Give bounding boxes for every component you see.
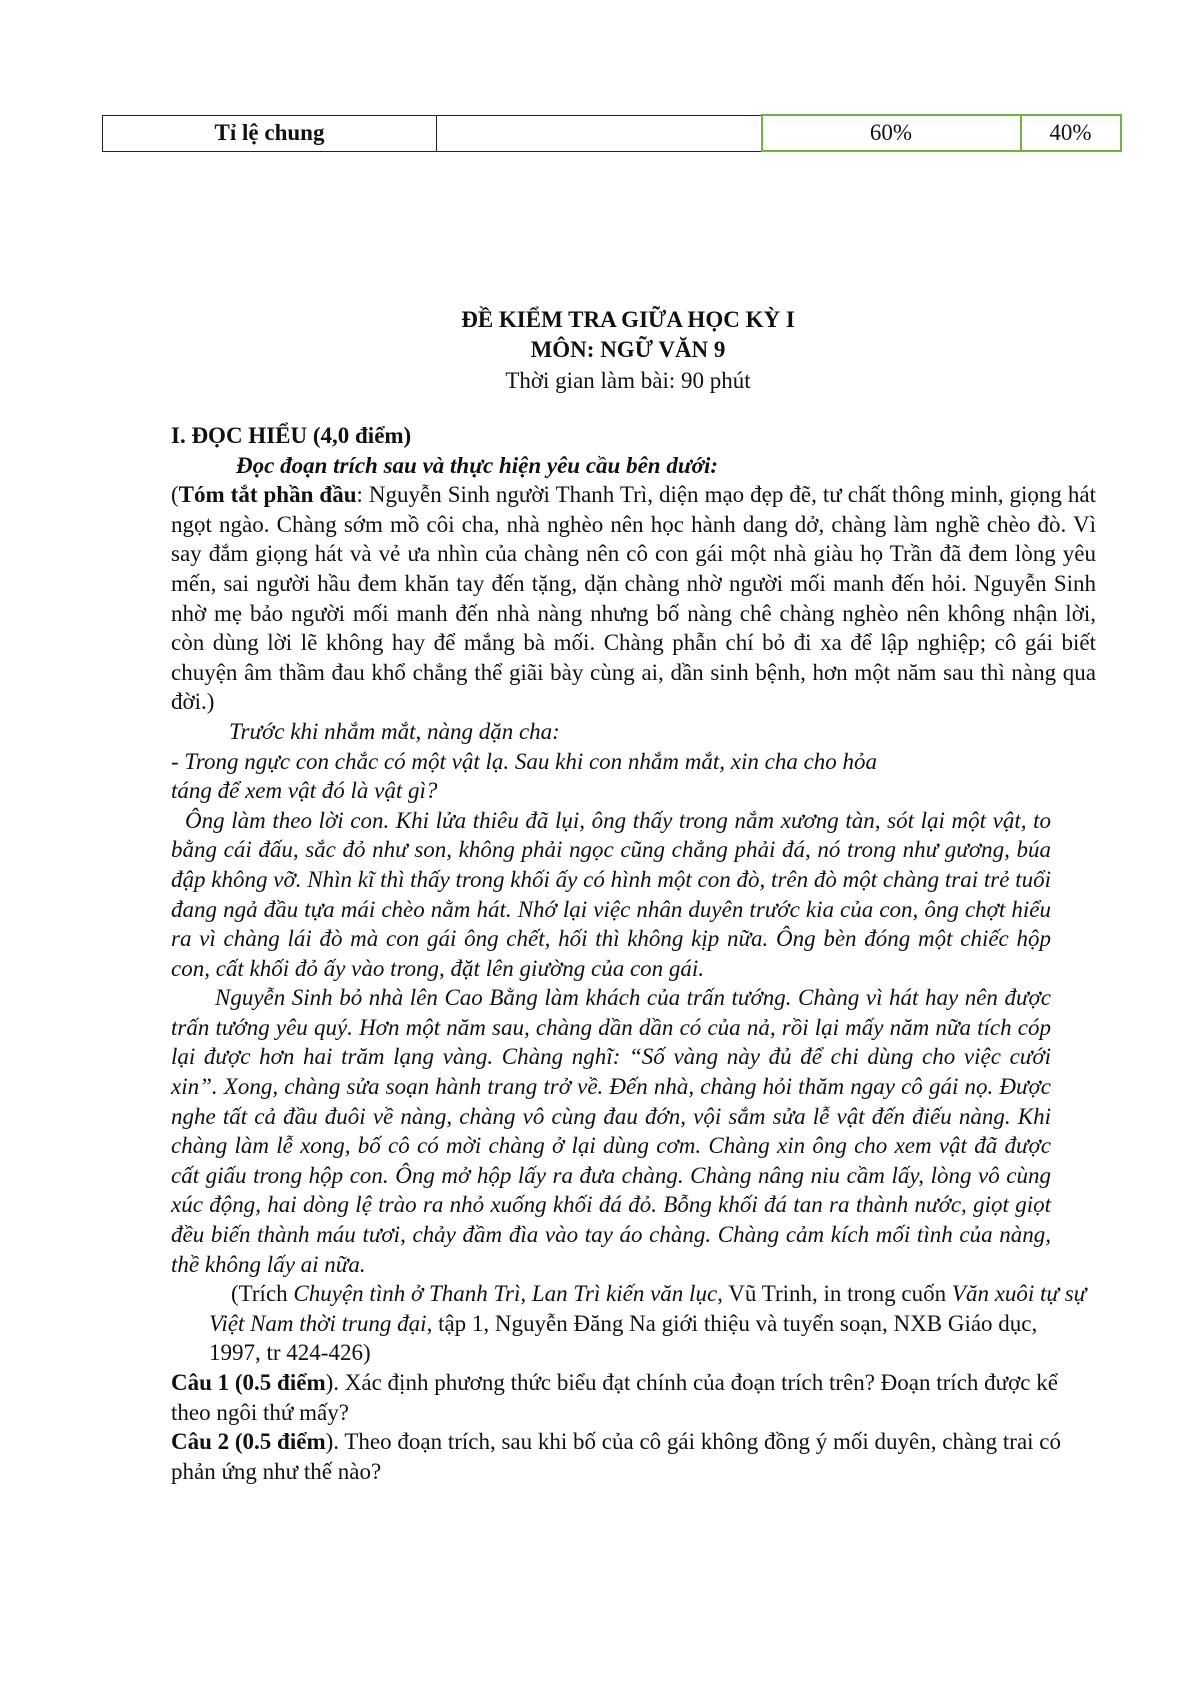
source-part: Vũ Trinh, in trong cuốn: [722, 1281, 952, 1307]
source-citation: [171, 1279, 1089, 1368]
passage-line-1: Trước khi nhắm mắt, nàng dặn cha:: [229, 718, 560, 744]
ratio-label-cell: Tỉ lệ chung: [103, 115, 437, 151]
passage-line-2a: - Trong ngực con chắc có một vật lạ. Sau khi con nhắm mắt, xin cha cho hỏa: [171, 748, 878, 774]
ratio-value-40: 40%: [1021, 115, 1121, 151]
exam-time: Thời gian làm bài: 90 phút: [505, 368, 751, 393]
question-2: [171, 1427, 1096, 1486]
ratio-table: [102, 114, 1122, 152]
question-2-label: Câu 2 (0.5 điểm: [171, 1429, 326, 1455]
question-1-label: Câu 1 (0.5 điểm: [171, 1370, 326, 1395]
reading-section: [171, 421, 1096, 1486]
exam-title: ĐỀ KIỂM TRA GIỮA HỌC KỲ I: [461, 307, 795, 332]
summary-label: Tóm tắt phần đầu: [178, 482, 357, 508]
summary-open: (: [171, 482, 179, 508]
source-book: Văn xuôi tự sự Việt Nam thời trung đại,: [209, 1281, 1087, 1336]
table-row: [103, 115, 1121, 151]
exam-subject: MÔN: NGỮ VĂN 9: [530, 337, 726, 362]
summary-text: : Nguyễn Sinh người Thanh Trì, diện mạo đẹp đẽ, tư chất thông minh, giọng hát ngọt ngào. Chàng sớm mồ côi cha, nhà nghèo nên học hành dang dở, chàng làm nghề chèo đò. Vì say đắm giọng hát và vẻ ưa nhìn của chàng nên cô con gái một nhà giàu họ Trần đã đem lòng yêu mến, sai người hầu đem khăn tay đến tặng, dặn chàng nhờ người mối manh đến hỏi. Nguyễn Sinh nhờ mẹ bảo người mối manh đến nhà nàng nhưng bố nàng chê chàng nghèo nên không nhận lời, còn dùng lời lẽ không hay để mắng bà mối. Chàng phẫn chí bỏ đi xa để lập nghiệp; cô gái biết chuyện âm thầm đau khổ chẳng thể giãi bày cùng ai, dần sinh bệnh, hơn một năm sau thì nàng qua đời.): [171, 482, 1097, 715]
passage-line-2b: táng để xem vật đó là vật gì?: [171, 778, 438, 804]
question-1-text: ). Xác định phương thức biểu đạt chính của đoạn trích trên? Đoạn trích được kể theo ngôi thứ mấy?: [171, 1370, 1058, 1425]
section-title: I. ĐỌC HIỂU (4,0 điểm): [171, 423, 412, 448]
question-2-text: ). Theo đoạn trích, sau khi bố của cô gái không đồng ý mối duyên, chàng trai có phản ứng như thế nào?: [171, 1429, 1062, 1484]
question-1: [171, 1368, 1096, 1427]
source-part: (Trích: [231, 1281, 294, 1307]
source-part: tập 1, Nguyễn Đăng Na giới thiệu và tuyển soạn, NXB Giáo dục, 1997, tr 424-426): [209, 1310, 1038, 1366]
passage-paragraph-4: Nguyễn Sinh bỏ nhà lên Cao Bằng làm khách của trấn tướng. Chàng vì hát hay nên được trấn tướng yêu quý. Hơn một năm sau, chàng dần dần có của nả, rồi lại mấy năm nữa tích cóp lại được hơn hai trăm lạng vàng. Chàng nghĩ: “Số vàng này đủ để chi dùng cho việc cưới xin”. Xong, chàng sửa soạn hành trang trở về. Đến nhà, chàng hỏi thăm ngay cô gái nọ. Được nghe tất cả đầu đuôi về nàng, chàng vô cùng đau đớn, vội sắm sửa lễ vật đến điếu nàng. Khi chàng làm lễ xong, bố cô có mời chàng ở lại dùng cơm. Chàng xin ông cho xem vật đã được cất giấu trong hộp con. Ông mở hộp lấy ra đưa chàng. Chàng nâng niu cầm lấy, lòng vô cùng xúc động, hai dòng lệ trào ra nhỏ xuống khối đá đỏ. Bỗng khối đá tan ra thành nước, giọt giọt đều biến thành máu tươi, chảy đầm đìa vào tay áo chàng. Chàng cảm kích mối tình của nàng, thề không lấy ai nữa.: [171, 985, 1051, 1277]
instruction: Đọc đoạn trích sau và thực hiện yêu cầu bên dưới:: [236, 452, 719, 478]
source-title: Chuyện tình ở Thanh Trì, Lan Trì kiến văn lục,: [293, 1281, 723, 1307]
ratio-value-60: 60%: [762, 115, 1021, 151]
passage-paragraph-3: Ông làm theo lời con. Khi lửa thiêu đã lụi, ông thấy trong nắm xương tàn, sót lại một vật, to bằng cái đấu, sắc đỏ như son, không phải ngọc cũng chẳng phải đá, nó trong như gương, búa đập không vỡ. Nhìn kĩ thì thấy trong khối ấy có hình một con đò, trên đò một chàng trai trẻ tuổi đang ngả đầu tựa mái chèo nằm hát. Nhớ lại việc nhân duyên trước kia của con, ông chợt hiểu ra vì chàng lái đò mà con gái ông chết, hối thì không kịp nữa. Ông bèn đóng một chiếc hộp con, cất khối đỏ ấy vào trong, đặt lên giường của con gái.: [171, 807, 1051, 981]
summary-paragraph: [171, 480, 1096, 717]
empty-cell: [437, 115, 762, 151]
